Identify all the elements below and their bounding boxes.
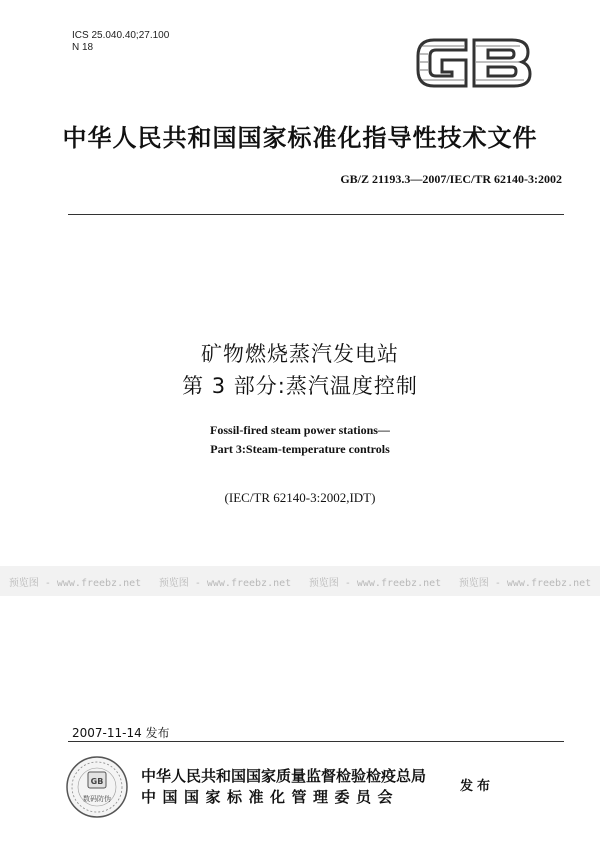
watermark-text: 预览图 - www.freebz.net: [308, 577, 442, 589]
identity-statement: (IEC/TR 62140-3:2002,IDT): [224, 490, 376, 505]
top-divider: [68, 214, 564, 215]
svg-text:GB: GB: [90, 777, 104, 786]
watermark-text: 预览图 - www.freebz.net: [158, 577, 292, 589]
seal-text: 数码防伪: [83, 795, 111, 803]
watermark-text: 预览图 - www.freebz.net: [8, 577, 142, 589]
chinese-title-line-2: 第 3 部分:蒸汽温度控制: [182, 374, 418, 398]
ccs-code: N 18: [72, 42, 94, 53]
anti-counterfeit-seal: [64, 754, 130, 820]
document-number: GB/Z 21193.3—2007/IEC/TR 62140-3:2002: [340, 172, 562, 186]
gb-logo: [412, 34, 534, 90]
classification-codes: [72, 30, 169, 54]
chinese-title-line-1: 矿物燃烧蒸汽发电站: [201, 342, 399, 366]
watermark-band: [0, 566, 600, 596]
issuer-line-2: 中国国家标准化管理委员会: [141, 788, 400, 806]
issue-date: 2007-11-14 发布: [72, 726, 170, 740]
ics-code: ICS 25.040.40;27.100: [72, 30, 170, 41]
english-title-line-1: Fossil-fired steam power stations—: [210, 423, 390, 437]
watermark-text: 预览图 - www.freebz.net: [458, 577, 592, 589]
publish-label: 发布: [460, 779, 495, 794]
english-title-line-2: Part 3:Steam-temperature controls: [210, 442, 390, 456]
bottom-divider: [68, 741, 564, 742]
issuer-line-1: 中华人民共和国国家质量监督检验检疫总局: [141, 767, 427, 785]
document-category-title: 中华人民共和国国家标准化指导性技术文件: [62, 124, 538, 152]
